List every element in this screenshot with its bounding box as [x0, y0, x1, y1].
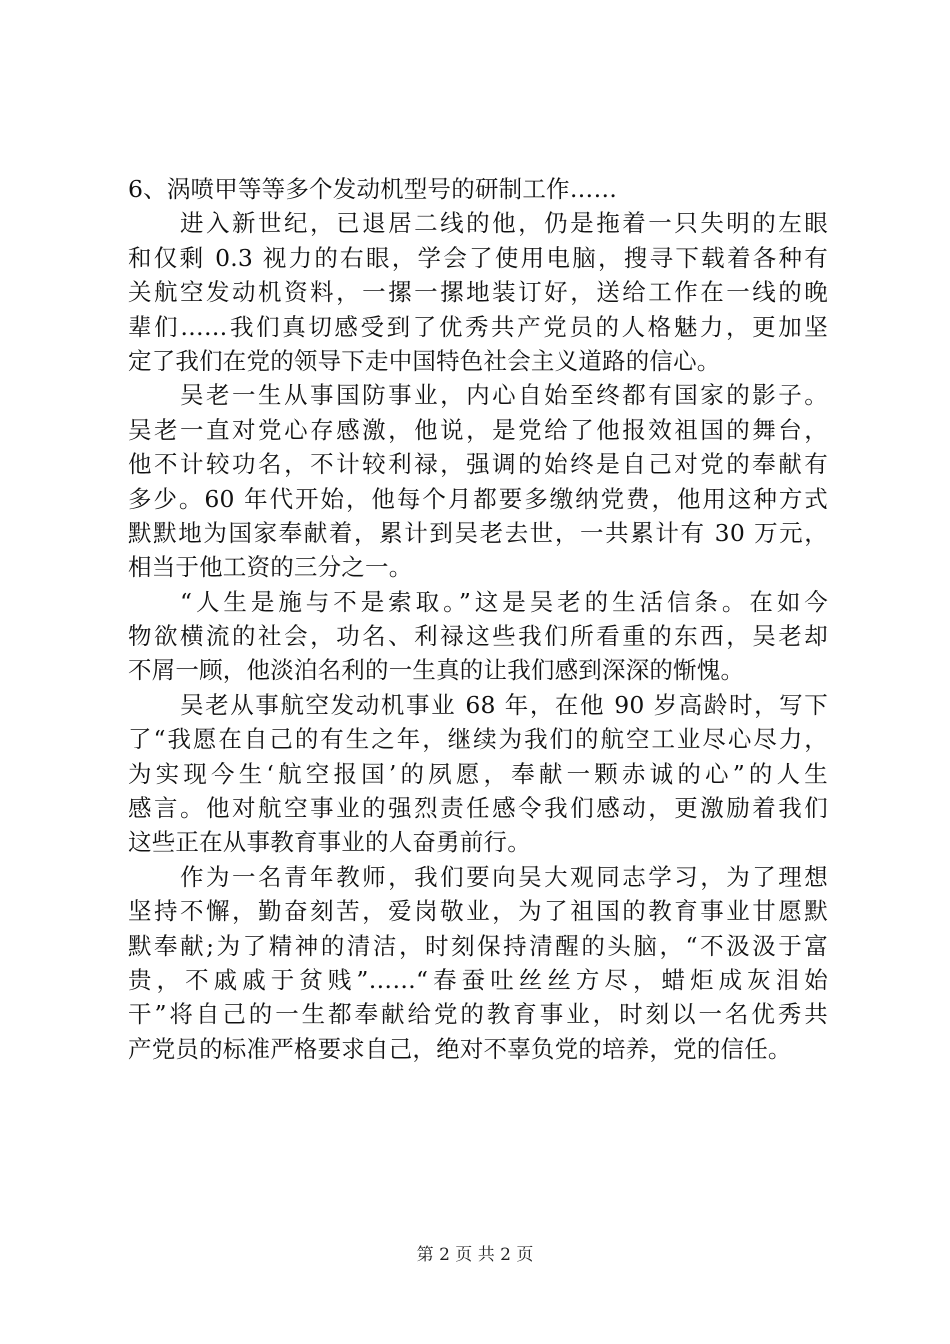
- text-line: 吴老一生从事国防事业，内心自始至终都有国家的影子。: [180, 381, 828, 410]
- document-body: [128, 172, 828, 1066]
- text-line: “人生是施与不是索取。”这是吴老的生活信条。在如今: [180, 587, 828, 616]
- text-line: 默奉献;为了精神的清洁，时刻保持清醒的头脑，“不汲汲于富: [128, 931, 828, 960]
- text-line: 物欲横流的社会，功名、利禄这些我们所看重的东西，吴老却: [128, 622, 828, 651]
- text-line: 了“我愿在自己的有生之年，继续为我们的航空工业尽心尽力，: [128, 725, 828, 754]
- text-line: 他不计较功名，不计较利禄，强调的始终是自己对党的奉献有: [128, 450, 828, 479]
- text-line: 进入新世纪，已退居二线的他，仍是拖着一只失明的左眼: [180, 209, 828, 238]
- text-line: 吴老一直对党心存感激，他说，是党给了他报效祖国的舞台，: [128, 415, 828, 444]
- text-line: 默默地为国家奉献着，累计到吴老去世，一共累计有 30 万元，: [128, 518, 828, 547]
- text-line: 多少。60 年代开始，他每个月都要多缴纳党费，他用这种方式: [128, 484, 828, 513]
- text-line: 干”将自己的一生都奉献给党的教育事业，时刻以一名优秀共: [128, 1000, 828, 1029]
- page-footer: 第 2 页 共 2 页: [416, 1245, 534, 1265]
- text-line: 这些正在从事教育事业的人奋勇前行。: [128, 828, 531, 857]
- text-line: 相当于他工资的三分之一。: [128, 553, 413, 582]
- text-line: 作为一名青年教师，我们要向吴大观同志学习，为了理想: [180, 862, 828, 891]
- text-line: 和仅剩 0.3 视力的右眼，学会了使用电脑，搜寻下载着各种有: [128, 243, 828, 272]
- text-line: 辈们……我们真切感受到了优秀共产党员的人格魅力，更加坚: [128, 312, 828, 341]
- text-line: 6、涡喷甲等等多个发动机型号的研制工作……: [128, 175, 618, 203]
- text-line: 吴老从事航空发动机事业 68 年，在他 90 岁高龄时，写下: [180, 690, 828, 719]
- text-line: 贵，不戚戚于贫贱”……“春蚕吐丝丝方尽，蜡炬成灰泪始: [128, 965, 828, 994]
- text-line: 感言。他对航空事业的强烈责任感令我们感动，更激励着我们: [128, 794, 828, 823]
- text-line: 关航空发动机资料，一摞一摞地装订好，送给工作在一线的晚: [128, 278, 828, 307]
- text-line: 产党员的标准严格要求自己，绝对不辜负党的培养，党的信任。: [128, 1034, 792, 1063]
- text-line: 不屑一顾，他淡泊名利的一生真的让我们感到深深的惭愧。: [128, 656, 745, 685]
- text-line: 定了我们在党的领导下走中国特色社会主义道路的信心。: [128, 346, 721, 375]
- text-line: 坚持不懈，勤奋刻苦，爱岗敬业，为了祖国的教育事业甘愿默: [128, 897, 828, 926]
- text-line: 为实现今生‘航空报国’的夙愿，奉献一颗赤诚的心”的人生: [128, 759, 828, 788]
